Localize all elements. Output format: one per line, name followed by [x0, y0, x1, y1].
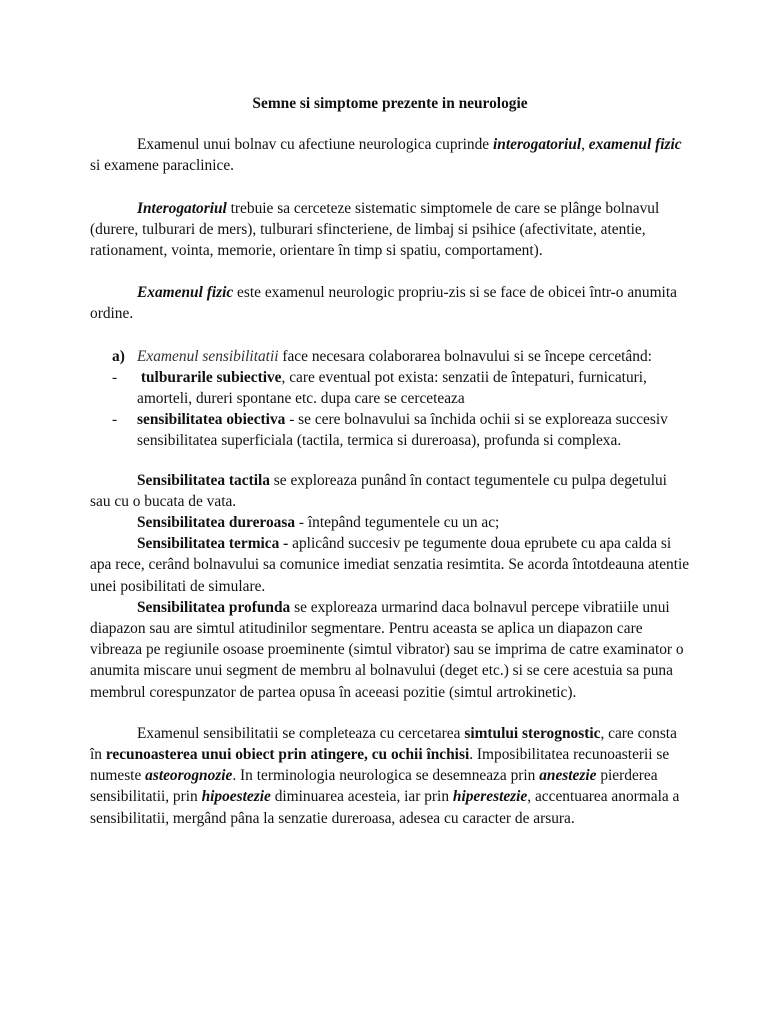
paragraph-dureroasa: [90, 512, 690, 533]
term-anestezie: anestezie: [539, 767, 597, 785]
paragraph-stereognostic: [90, 723, 690, 829]
term-examenul-fizic-heading: Examenul fizic: [137, 284, 234, 302]
term-simtul-sterognostic: simtului sterognostic: [464, 724, 601, 742]
last-text-6: diminuarea acesteia, iar prin: [270, 788, 453, 806]
tactila-text: se exploreaza punând în contact tegumentele cu pulpa degetului sau cu o bucata de vata.: [90, 471, 667, 510]
dash1-text: , care eventual pot exista: senzatii de întepaturi, furnicaturi, amorteli, dureri spontane etc. dupa care se cerceteaza: [137, 368, 647, 408]
paragraph-tactila: [90, 470, 690, 512]
dash-item-obiectiva: [90, 409, 690, 451]
paragraph-examenul-fizic: [90, 282, 690, 324]
document-title: Semne si simptome prezente in neurologie: [252, 95, 528, 112]
term-recunoasterea: recunoasterea unui obiect prin atingere, cu ochii închisi: [105, 746, 470, 764]
termica-text: aplicând succesiv pe tegumente doua eprubete cu apa calda si apa rece, cerând bolnavului sa comunice imediat senzatia resimtita. Se acorda întotdeauna atentie unei posibilitati de simulare.: [90, 535, 690, 595]
term-sensibilitatea-termica: Sensibilitatea termica -: [137, 535, 289, 553]
sensibilitate-block: [90, 470, 690, 703]
document-page: [90, 93, 690, 829]
dash-mark: -: [112, 368, 118, 386]
term-hipoestezie: hipoestezie: [201, 788, 271, 806]
paragraph-profunda: [90, 597, 690, 703]
intro-text-2: ,: [581, 136, 589, 154]
last-text-1: Examenul sensibilitatii se completeaza cu cercetarea: [137, 724, 465, 742]
dash2-text: - se cere bolnavului sa închida ochii si se exploreaza succesiv sensibilitatea superficiala (tactila, termica si dureroasa), profunda si complexa.: [137, 411, 668, 450]
term-sensibilitatea-obiectiva: sensibilitatea obiectiva: [137, 411, 286, 429]
last-text-4: . In terminologia neurologica se desemneaza prin: [232, 767, 540, 785]
list-label-a: a): [112, 347, 125, 365]
last-text-7: , accentuarea anormala a sensibilitatii, mergând pâna la senzatie dureroasa, adesea cu caracter de arsura.: [90, 788, 680, 827]
term-tulburarile-subiective: tulburarile subiective: [140, 368, 282, 386]
paragraph-interogatoriul: [90, 198, 690, 262]
term-sensibilitatea-tactila: Sensibilitatea tactila: [137, 471, 270, 489]
last-text-2: , care consta în: [90, 724, 677, 764]
dash-mark: -: [112, 411, 118, 429]
profunda-text: se exploreaza urmarind daca bolnavul percepe vibratiile unui diapazon sau are simtul atitudinilor segmentare. Pentru aceasta se aplica un diapazon care vibreaza pe regiunile osoase proeminente (simtul vibrator) sau se imprima de catre examinator o anumita miscare unui segment de membru al bolnavului (deget etc.) si se cere acestuia sa puna membrul corespunzator de partea opusa în aceeasi pozitie (simtul artrokinetic).: [90, 598, 684, 701]
list-item-a: [90, 346, 690, 367]
paragraph-intro: [90, 134, 690, 176]
term-interogatoriul-heading: Interogatoriul: [137, 199, 227, 217]
intro-text-3: si examene paraclinice.: [90, 157, 234, 175]
term-hiperestezie: hiperestezie: [452, 788, 528, 806]
dash-item-subiective: [90, 367, 690, 409]
term-examenul-sensibilitatii: Examenul sensibilitatii: [137, 347, 279, 365]
term-asteorognozie: asteorognozie: [145, 767, 233, 785]
last-text-5: pierderea sensibilitatii, prin: [90, 767, 658, 806]
paragraph-termica: [90, 533, 690, 597]
examenul-fizic-text: este examenul neurologic propriu-zis si se face de obicei într-o anumita ordine.: [90, 284, 677, 323]
last-text-3: . Imposibilitatea recunoasterii se numeste: [90, 746, 670, 785]
term-interogatoriul: interogatoriul: [493, 136, 582, 154]
dureroasa-text: - întepând tegumentele cu un ac;: [295, 514, 500, 532]
intro-text-1: Examenul unui bolnav cu afectiune neurologica cuprinde: [137, 136, 493, 154]
term-examenul-fizic: examenul fizic: [588, 136, 682, 154]
term-sensibilitatea-profunda: Sensibilitatea profunda: [137, 598, 291, 616]
list-a-text: face necesara colaborarea bolnavului si se începe cercetând:: [278, 347, 652, 365]
term-sensibilitatea-dureroasa: Sensibilitatea dureroasa: [137, 514, 296, 532]
interogatoriul-text: trebuie sa cerceteze sistematic simptomele de care se plânge bolnavul (durere, tulburari de mers), tulburari sfincteriene, de limbaj si psihice (afectivitate, atentie, rationament, vointa, memorie, orientare în timp si spatiu, comportament).: [90, 199, 660, 260]
